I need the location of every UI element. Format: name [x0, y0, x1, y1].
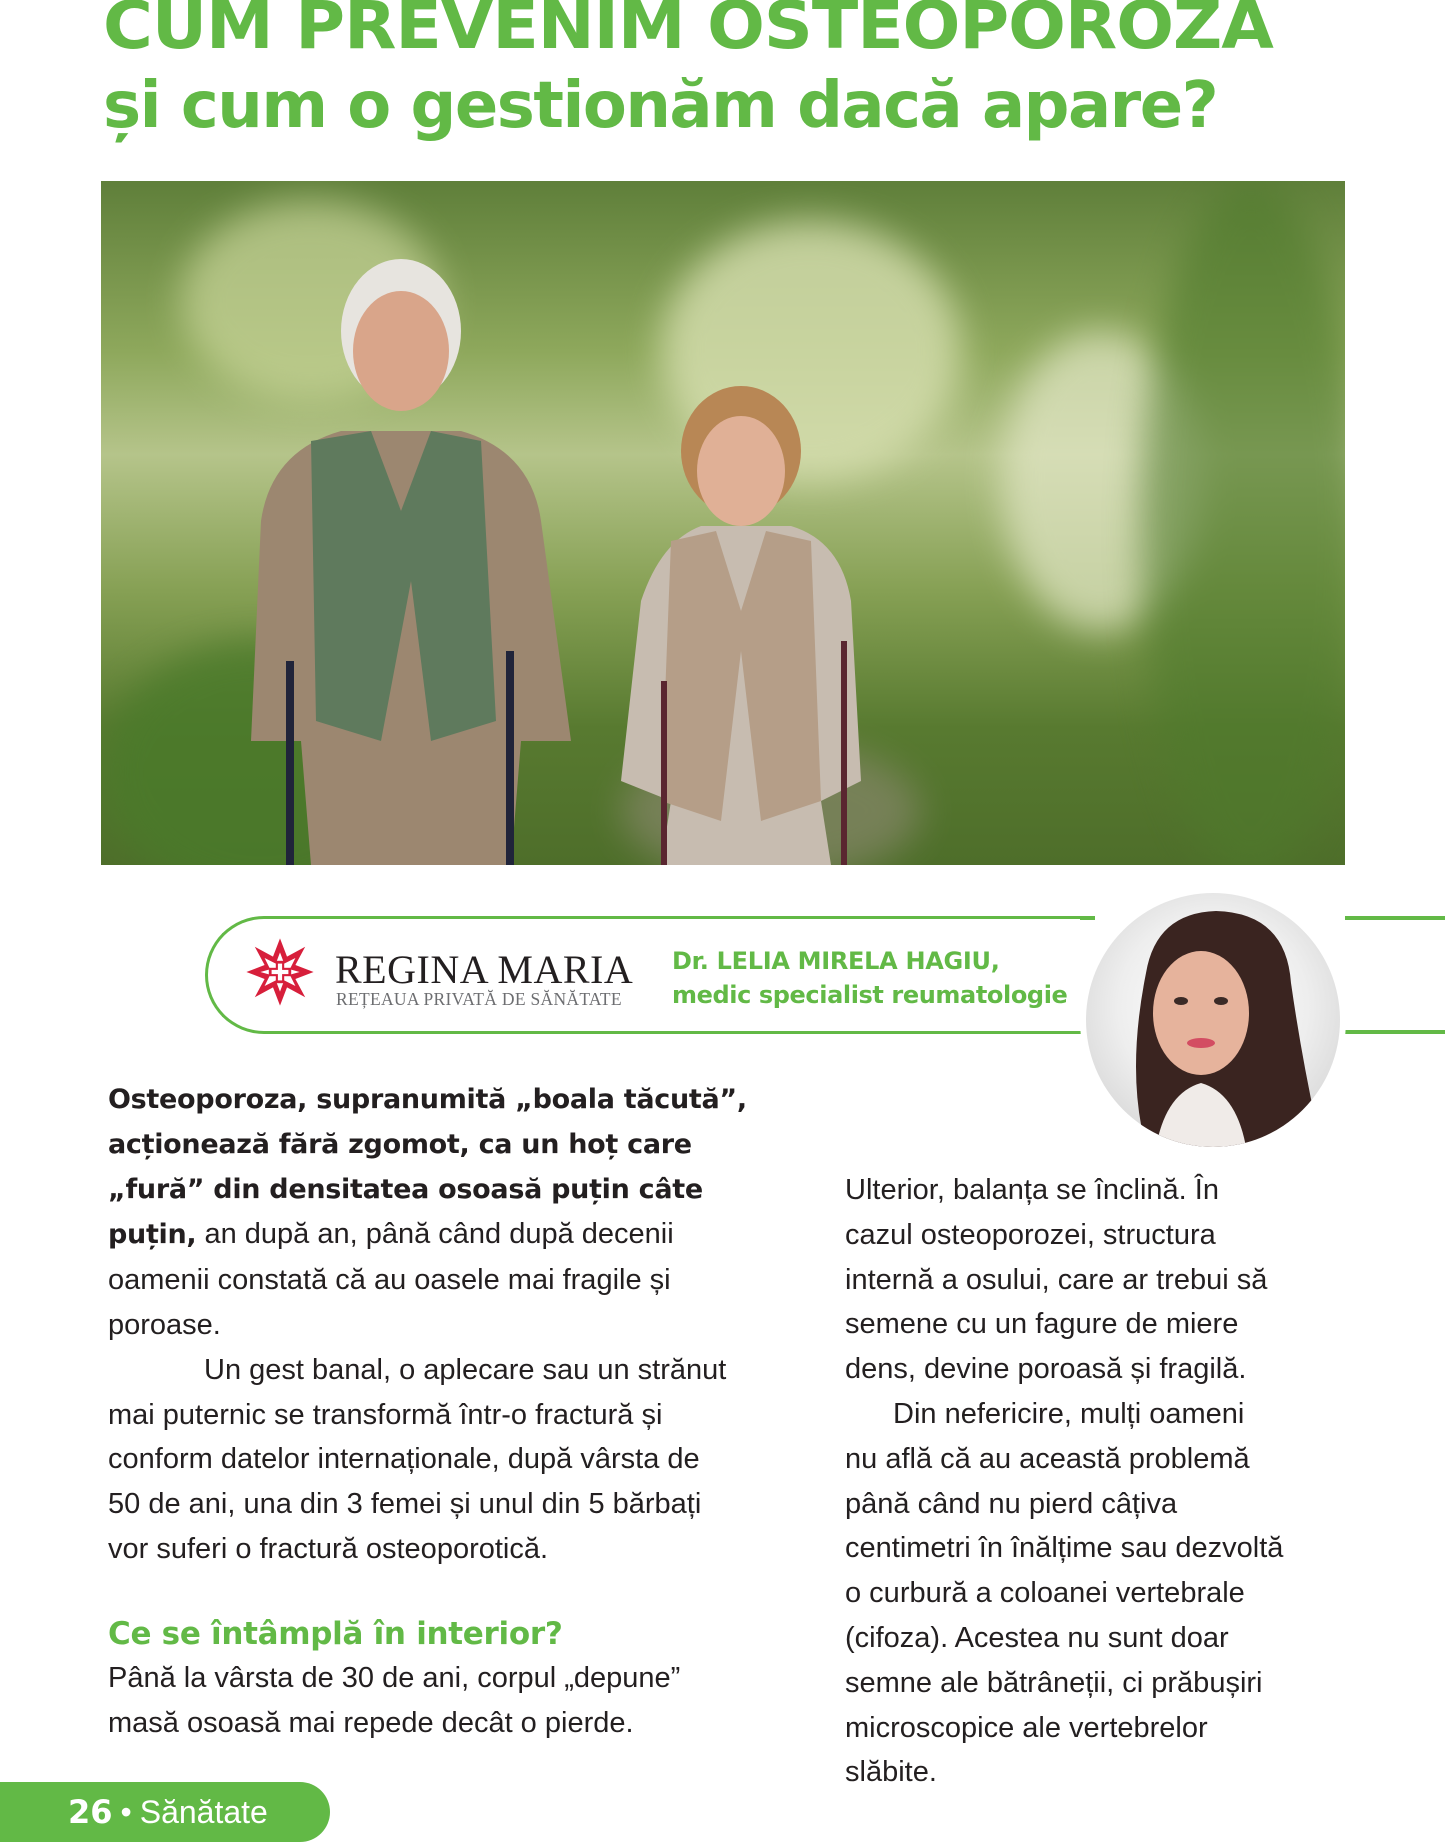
doctor-role: medic specialist reumatologie [672, 981, 1068, 1009]
text-line: semne ale bătrâneții, ci prăbușiri [845, 1666, 1263, 1699]
band-line [1080, 916, 1095, 920]
hero-photo [101, 181, 1345, 865]
intro-regular-tail: an după an, până când după decenii [196, 1218, 674, 1251]
text-line: 50 de ani, una din 3 femei și unul din 5 bărbați [108, 1488, 702, 1521]
section-subheading: Ce se întâmplă în interior? [108, 1615, 563, 1652]
text-line: vor suferi o fractură osteoporotică. [108, 1532, 549, 1565]
text-line: mai puternic se transformă într-o fractură și [108, 1398, 663, 1431]
band-line-right-bottom [1345, 1030, 1445, 1034]
headline-line-2: și cum o gestionăm dacă apare? [103, 69, 1218, 143]
intro-line: „fură” din densitatea osoasă puțin câte [108, 1173, 703, 1205]
logo-name: REGINA MARIA [335, 947, 634, 992]
page-footer-tab [0, 1782, 330, 1842]
page-number: 26 [68, 1793, 113, 1831]
text-line: centimetri în înălțime sau dezvoltă [845, 1532, 1284, 1565]
article-column-1 [108, 1078, 808, 1745]
text-line: nu află că au această problemă [845, 1442, 1250, 1475]
text-line: (cifoza). Acestea nu sunt doar [845, 1621, 1229, 1654]
section-name: Sănătate [139, 1794, 268, 1830]
paragraph-2 [108, 1348, 808, 1572]
paragraph-4 [845, 1168, 1365, 1392]
intro-bold-tail: puțin, [108, 1219, 197, 1251]
band-line-right-top [1345, 916, 1445, 920]
intro-line: oamenii constată că au oasele mai fragile și [108, 1264, 671, 1297]
text-line: semene cu un fagure de miere [845, 1308, 1239, 1341]
regina-maria-star-icon [245, 937, 315, 1007]
bullet-separator: • [120, 1794, 132, 1830]
text-line: Ulterior, balanța se înclină. În [845, 1174, 1219, 1206]
text-line: cazul osteoporozei, structura [845, 1218, 1216, 1251]
paragraph-5 [845, 1392, 1365, 1795]
doctor-portrait [1086, 893, 1340, 1147]
article-column-2 [845, 1168, 1365, 1795]
text-line: Din nefericire, mulți oameni [893, 1397, 1245, 1430]
logo-tagline: REȚEAUA PRIVATĂ DE SĂNĂTATE [336, 989, 622, 1009]
intro-line: acționează fără zgomot, ca un hoț care [108, 1128, 692, 1160]
text-line: până când nu pierd câțiva [845, 1487, 1178, 1520]
text-line: masă osoasă mai repede decât o pierde. [108, 1706, 634, 1739]
text-line: conform datelor internaționale, după vârsta de [108, 1443, 700, 1476]
text-line: slăbite. [845, 1756, 937, 1789]
text-line: o curbură a coloanei vertebrale [845, 1577, 1245, 1610]
paragraph-3 [108, 1656, 808, 1746]
headline-line-1: CUM PREVENIM OSTEOPOROZA [103, 0, 1273, 64]
doctor-name: Dr. LELIA MIRELA HAGIU, [672, 947, 1000, 975]
text-line: internă a osului, care ar trebui să [845, 1263, 1268, 1296]
text-line: Un gest banal, o aplecare sau un strănut [204, 1353, 727, 1386]
text-line: dens, devine poroasă și fragilă. [845, 1353, 1247, 1386]
intro-paragraph [108, 1078, 808, 1348]
hikers-illustration [101, 181, 1345, 865]
intro-line: Osteoporoza, supranumită „boala tăcută”, [108, 1084, 747, 1115]
text-line: microscopice ale vertebrelor [845, 1711, 1208, 1744]
intro-line: poroase. [108, 1308, 221, 1341]
text-line: Până la vârsta de 30 de ani, corpul „depune” [108, 1661, 681, 1694]
